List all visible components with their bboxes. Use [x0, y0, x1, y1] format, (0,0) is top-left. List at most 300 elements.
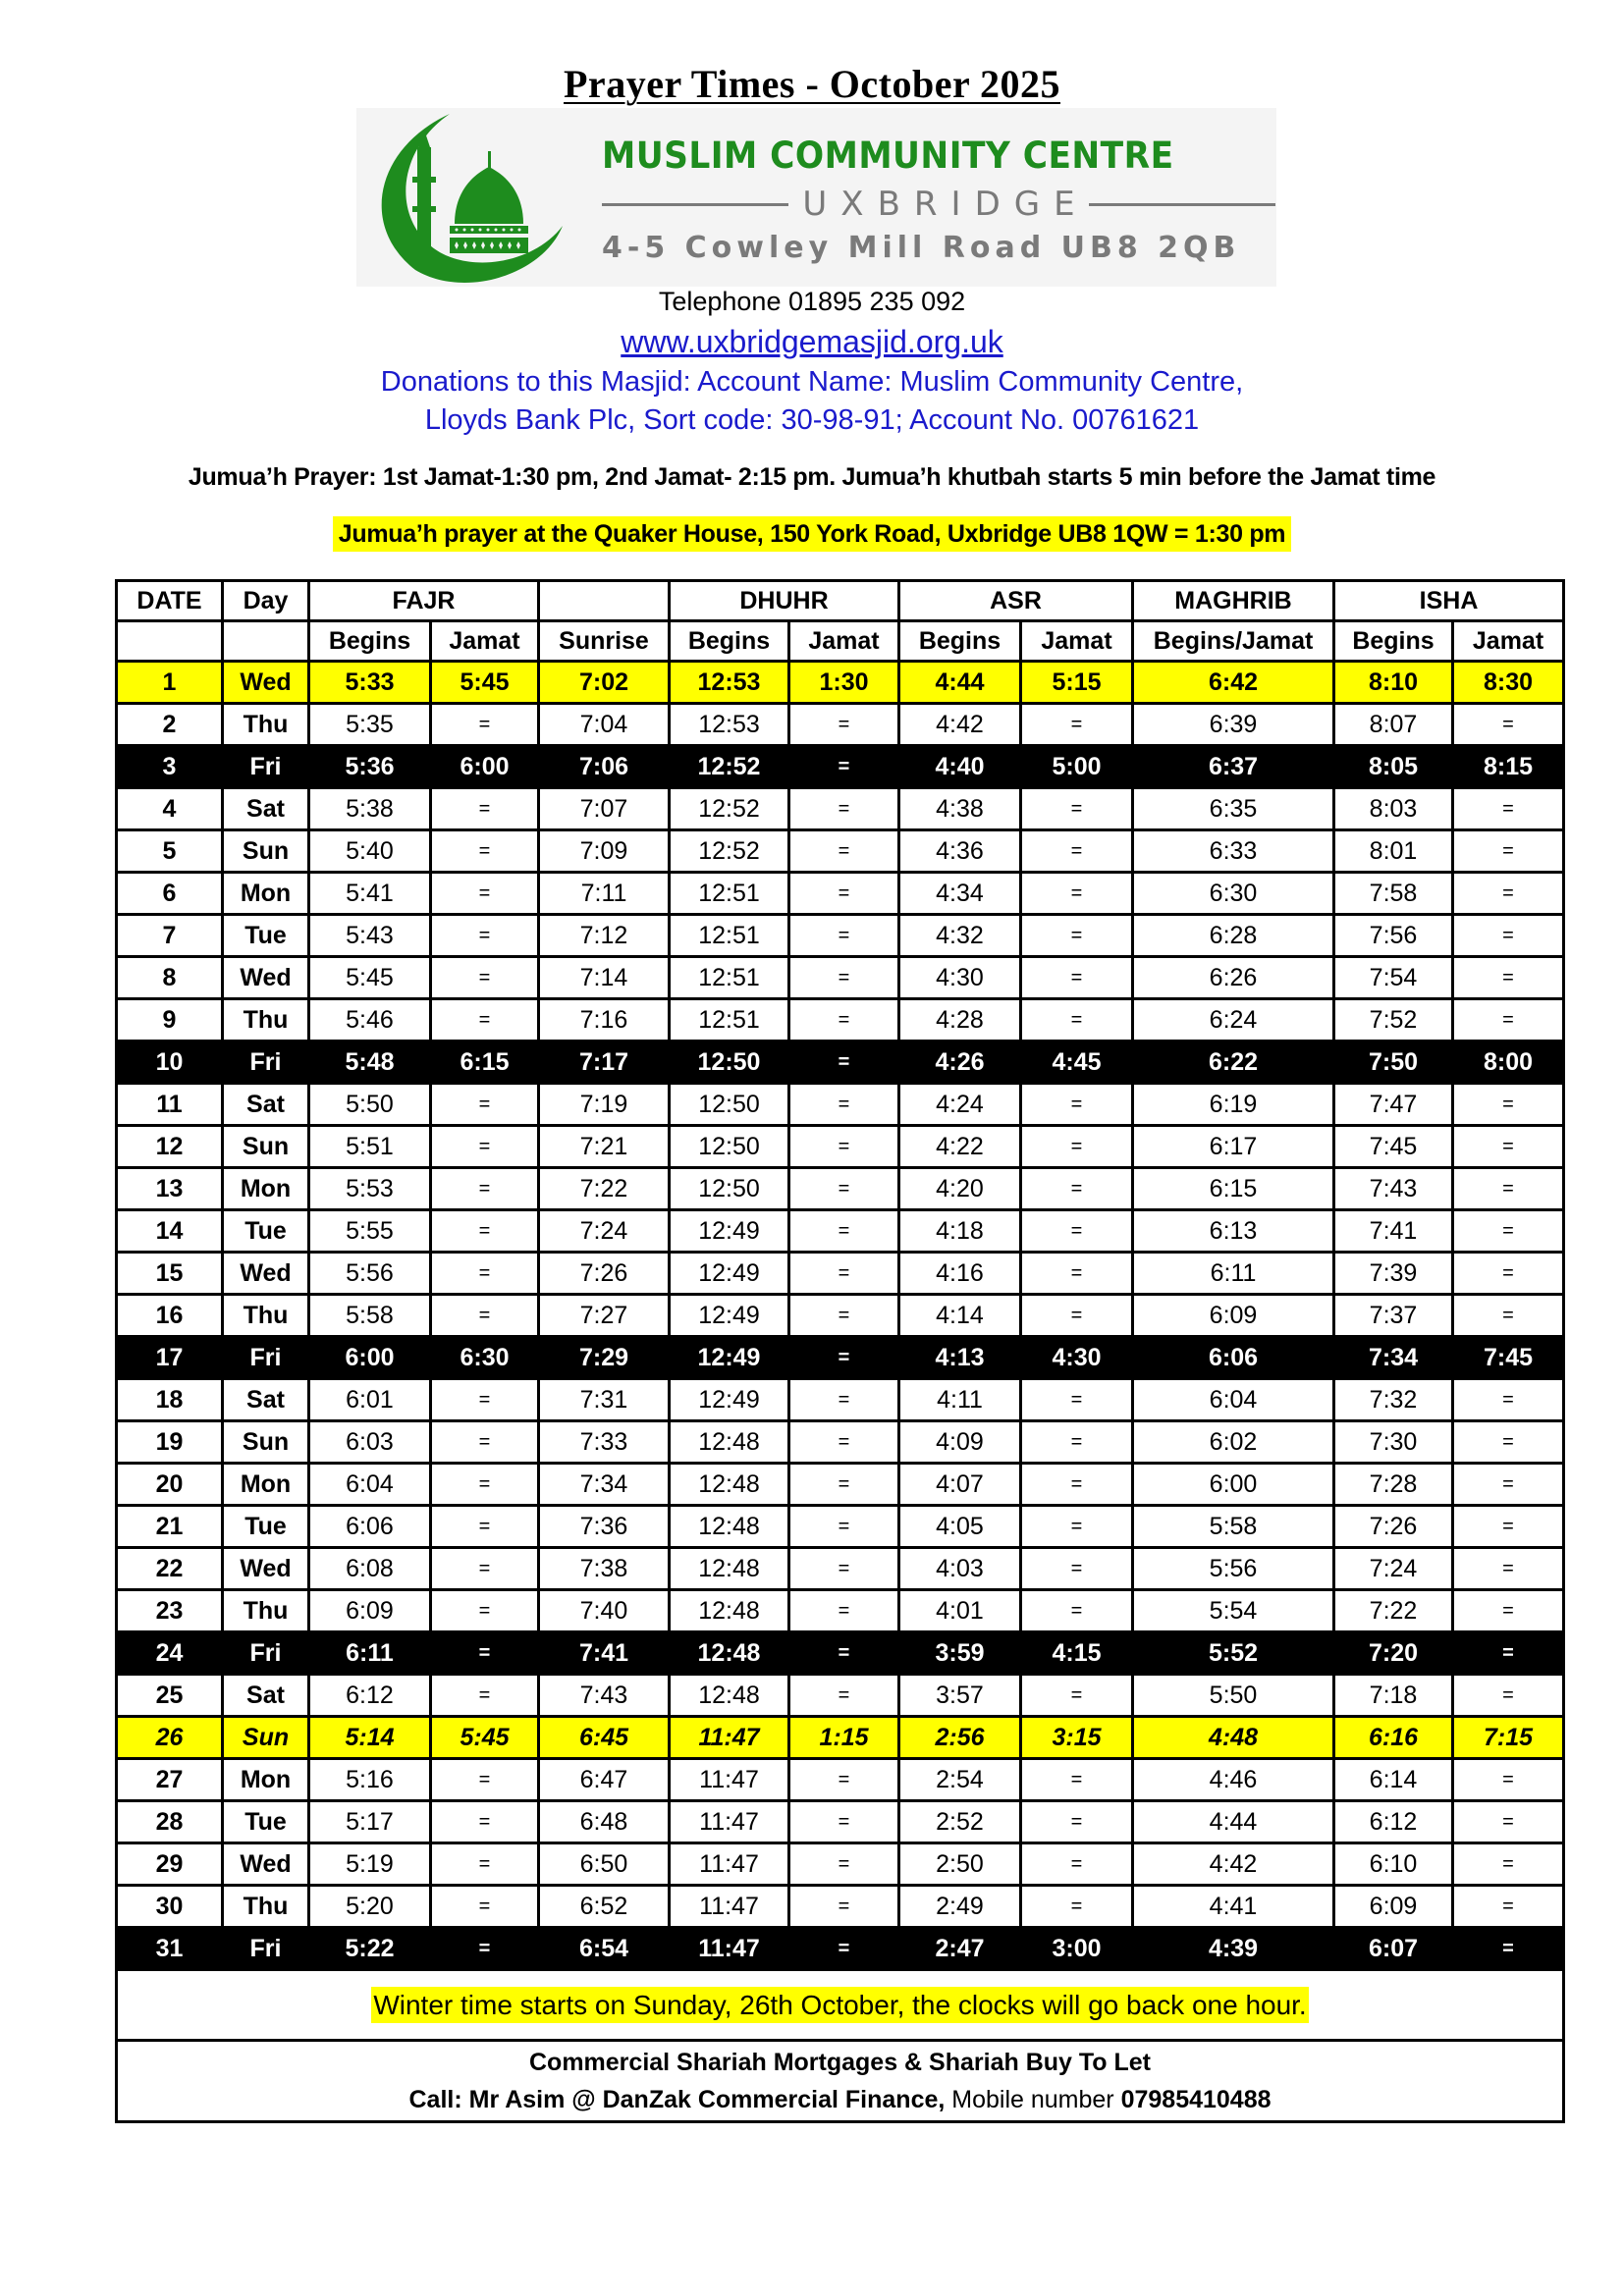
cell-asr-begins: 4:40 [899, 746, 1021, 788]
cell-sunrise: 7:31 [539, 1379, 670, 1421]
cell-day: Thu [223, 704, 309, 746]
table-row [117, 1928, 1564, 1970]
cell-day: Sun [223, 830, 309, 873]
cell-dhuhr-jamat: = [789, 1506, 899, 1548]
cell-fajr-jamat: = [431, 1464, 539, 1506]
cell-dhuhr-begins: 12:48 [670, 1675, 789, 1717]
table-row [117, 1168, 1564, 1210]
cell-dhuhr-begins: 12:49 [670, 1253, 789, 1295]
cell-fajr-begins: 5:19 [309, 1843, 431, 1886]
cell-fajr-begins: 5:48 [309, 1041, 431, 1084]
cell-sunrise: 7:11 [539, 873, 670, 915]
footer-advert-title: Commercial Shariah Mortgages & Shariah Buy To Let [529, 2049, 1152, 2076]
cell-day: Tue [223, 1210, 309, 1253]
cell-fajr-begins: 5:51 [309, 1126, 431, 1168]
header-isha: ISHA [1334, 581, 1564, 621]
cell-maghrib: 4:41 [1133, 1886, 1334, 1928]
cell-asr-begins: 4:03 [899, 1548, 1021, 1590]
cell-maghrib: 6:19 [1133, 1084, 1334, 1126]
cell-asr-begins: 2:50 [899, 1843, 1021, 1886]
cell-day: Mon [223, 1168, 309, 1210]
header-sunrise-blank [539, 581, 670, 621]
cell-day: Fri [223, 1337, 309, 1379]
cell-asr-begins: 4:30 [899, 957, 1021, 999]
table-row [117, 704, 1564, 746]
cell-dhuhr-jamat: = [789, 1041, 899, 1084]
cell-dhuhr-begins: 11:47 [670, 1717, 789, 1759]
cell-isha-jamat: = [1453, 1464, 1564, 1506]
cell-dhuhr-begins: 12:51 [670, 915, 789, 957]
winter-notice-row [117, 1970, 1564, 2041]
cell-maghrib: 5:54 [1133, 1590, 1334, 1632]
cell-day: Thu [223, 1295, 309, 1337]
cell-dhuhr-jamat: = [789, 1253, 899, 1295]
cell-dhuhr-jamat: = [789, 999, 899, 1041]
cell-isha-begins: 7:47 [1334, 1084, 1453, 1126]
cell-maghrib: 6:02 [1133, 1421, 1334, 1464]
cell-isha-jamat: = [1453, 1421, 1564, 1464]
cell-fajr-begins: 5:43 [309, 915, 431, 957]
cell-day: Sun [223, 1421, 309, 1464]
cell-sunrise: 7:12 [539, 915, 670, 957]
cell-dhuhr-jamat: = [789, 1337, 899, 1379]
cell-asr-jamat: 5:00 [1021, 746, 1133, 788]
cell-fajr-begins: 6:08 [309, 1548, 431, 1590]
cell-dhuhr-begins: 11:47 [670, 1801, 789, 1843]
cell-isha-jamat: = [1453, 1210, 1564, 1253]
cell-day: Thu [223, 999, 309, 1041]
cell-day: Mon [223, 873, 309, 915]
subheader-day [223, 621, 309, 662]
table-row [117, 1379, 1564, 1421]
cell-asr-begins: 4:26 [899, 1041, 1021, 1084]
cell-fajr-begins: 5:45 [309, 957, 431, 999]
cell-day: Sat [223, 1379, 309, 1421]
cell-asr-begins: 4:11 [899, 1379, 1021, 1421]
subheader-fajr-jamat: Jamat [431, 621, 539, 662]
cell-asr-begins: 2:56 [899, 1717, 1021, 1759]
table-row [117, 1464, 1564, 1506]
cell-sunrise: 6:54 [539, 1928, 670, 1970]
table-row [117, 1041, 1564, 1084]
cell-isha-jamat: = [1453, 1675, 1564, 1717]
header-maghrib: MAGHRIB [1133, 581, 1334, 621]
cell-isha-begins: 7:24 [1334, 1548, 1453, 1590]
cell-maghrib: 4:48 [1133, 1717, 1334, 1759]
cell-day: Fri [223, 1041, 309, 1084]
cell-asr-jamat: = [1021, 1210, 1133, 1253]
cell-fajr-begins: 6:01 [309, 1379, 431, 1421]
cell-date: 14 [117, 1210, 223, 1253]
cell-dhuhr-begins: 12:50 [670, 1041, 789, 1084]
cell-isha-jamat: = [1453, 1084, 1564, 1126]
website-link[interactable]: www.uxbridgemasjid.org.uk [621, 324, 1003, 359]
cell-isha-begins: 7:32 [1334, 1379, 1453, 1421]
cell-asr-jamat: = [1021, 1759, 1133, 1801]
cell-maghrib: 6:24 [1133, 999, 1334, 1041]
cell-fajr-begins: 5:20 [309, 1886, 431, 1928]
cell-dhuhr-begins: 12:50 [670, 1126, 789, 1168]
table-row [117, 1210, 1564, 1253]
cell-dhuhr-begins: 12:50 [670, 1168, 789, 1210]
table-row [117, 1421, 1564, 1464]
cell-maghrib: 4:39 [1133, 1928, 1334, 1970]
cell-dhuhr-jamat: = [789, 915, 899, 957]
cell-sunrise: 7:02 [539, 662, 670, 704]
table-row [117, 830, 1564, 873]
cell-day: Wed [223, 1253, 309, 1295]
cell-fajr-jamat: 6:00 [431, 746, 539, 788]
cell-maghrib: 6:33 [1133, 830, 1334, 873]
table-row [117, 1843, 1564, 1886]
table-row [117, 1801, 1564, 1843]
cell-date: 31 [117, 1928, 223, 1970]
cell-fajr-jamat: 6:30 [431, 1337, 539, 1379]
cell-asr-jamat: = [1021, 1421, 1133, 1464]
cell-isha-jamat: 7:45 [1453, 1337, 1564, 1379]
table-row [117, 788, 1564, 830]
logo-divider-left [602, 203, 788, 206]
cell-fajr-jamat: = [431, 788, 539, 830]
cell-date: 2 [117, 704, 223, 746]
cell-date: 6 [117, 873, 223, 915]
cell-isha-jamat: = [1453, 1801, 1564, 1843]
cell-fajr-jamat: 6:15 [431, 1041, 539, 1084]
jumuah-notice: Jumua’h Prayer: 1st Jamat-1:30 pm, 2nd Jamat- 2:15 pm. Jumua’h khutbah starts 5 min before the Jamat time [188, 463, 1436, 491]
cell-asr-jamat: = [1021, 1801, 1133, 1843]
cell-isha-jamat: = [1453, 999, 1564, 1041]
cell-dhuhr-begins: 12:51 [670, 873, 789, 915]
table-row [117, 1717, 1564, 1759]
cell-asr-jamat: 3:15 [1021, 1717, 1133, 1759]
cell-isha-jamat: = [1453, 1253, 1564, 1295]
cell-maghrib: 4:44 [1133, 1801, 1334, 1843]
cell-maghrib: 6:15 [1133, 1168, 1334, 1210]
cell-sunrise: 6:48 [539, 1801, 670, 1843]
cell-day: Tue [223, 915, 309, 957]
cell-maghrib: 6:37 [1133, 746, 1334, 788]
cell-dhuhr-begins: 12:48 [670, 1421, 789, 1464]
cell-isha-begins: 7:43 [1334, 1168, 1453, 1210]
logo-city: UXBRIDGE [802, 185, 1089, 224]
cell-fajr-begins: 6:03 [309, 1421, 431, 1464]
cell-dhuhr-begins: 11:47 [670, 1886, 789, 1928]
cell-fajr-jamat: = [431, 999, 539, 1041]
cell-isha-begins: 7:58 [1334, 873, 1453, 915]
cell-fajr-begins: 5:46 [309, 999, 431, 1041]
cell-sunrise: 6:50 [539, 1843, 670, 1886]
table-row [117, 999, 1564, 1041]
cell-isha-jamat: = [1453, 1632, 1564, 1675]
cell-sunrise: 7:17 [539, 1041, 670, 1084]
cell-sunrise: 7:27 [539, 1295, 670, 1337]
cell-sunrise: 7:38 [539, 1548, 670, 1590]
cell-asr-begins: 4:34 [899, 873, 1021, 915]
header-day: Day [223, 581, 309, 621]
cell-isha-begins: 7:52 [1334, 999, 1453, 1041]
cell-sunrise: 7:06 [539, 746, 670, 788]
cell-isha-jamat: = [1453, 704, 1564, 746]
cell-maghrib: 6:30 [1133, 873, 1334, 915]
cell-maghrib: 6:09 [1133, 1295, 1334, 1337]
cell-isha-begins: 6:14 [1334, 1759, 1453, 1801]
cell-sunrise: 7:26 [539, 1253, 670, 1295]
cell-date: 19 [117, 1421, 223, 1464]
cell-fajr-begins: 6:04 [309, 1464, 431, 1506]
cell-asr-begins: 4:14 [899, 1295, 1021, 1337]
cell-fajr-jamat: = [431, 1421, 539, 1464]
cell-sunrise: 7:22 [539, 1168, 670, 1210]
cell-fajr-jamat: = [431, 1843, 539, 1886]
cell-isha-jamat: = [1453, 957, 1564, 999]
cell-day: Fri [223, 746, 309, 788]
cell-isha-jamat: = [1453, 1759, 1564, 1801]
cell-dhuhr-jamat: = [789, 746, 899, 788]
cell-isha-begins: 7:41 [1334, 1210, 1453, 1253]
cell-day: Sat [223, 1675, 309, 1717]
cell-isha-begins: 7:34 [1334, 1337, 1453, 1379]
table-row [117, 1548, 1564, 1590]
cell-isha-begins: 7:26 [1334, 1506, 1453, 1548]
cell-fajr-jamat: = [431, 1253, 539, 1295]
cell-fajr-jamat: = [431, 1379, 539, 1421]
cell-asr-jamat: = [1021, 1379, 1133, 1421]
cell-maghrib: 6:28 [1133, 915, 1334, 957]
cell-dhuhr-begins: 12:49 [670, 1379, 789, 1421]
cell-maghrib: 6:22 [1133, 1041, 1334, 1084]
cell-fajr-begins: 6:09 [309, 1590, 431, 1632]
cell-dhuhr-jamat: = [789, 830, 899, 873]
cell-isha-begins: 8:01 [1334, 830, 1453, 873]
cell-maghrib: 6:17 [1133, 1126, 1334, 1168]
quaker-notice: Jumua’h prayer at the Quaker House, 150 York Road, Uxbridge UB8 1QW = 1:30 pm [333, 516, 1292, 552]
cell-dhuhr-jamat: = [789, 1928, 899, 1970]
table-row [117, 1084, 1564, 1126]
cell-asr-jamat: = [1021, 1590, 1133, 1632]
cell-maghrib: 5:56 [1133, 1548, 1334, 1590]
footer-mobile-label: Mobile number [945, 2086, 1121, 2113]
cell-sunrise: 7:19 [539, 1084, 670, 1126]
cell-maghrib: 6:35 [1133, 788, 1334, 830]
cell-fajr-begins: 5:36 [309, 746, 431, 788]
cell-sunrise: 7:41 [539, 1632, 670, 1675]
cell-asr-begins: 3:59 [899, 1632, 1021, 1675]
cell-fajr-begins: 5:50 [309, 1084, 431, 1126]
cell-dhuhr-jamat: = [789, 1295, 899, 1337]
cell-fajr-jamat: = [431, 873, 539, 915]
header-asr: ASR [899, 581, 1133, 621]
subheader-dhuhr-jamat: Jamat [789, 621, 899, 662]
cell-day: Fri [223, 1632, 309, 1675]
cell-fajr-jamat: 5:45 [431, 662, 539, 704]
cell-fajr-begins: 5:14 [309, 1717, 431, 1759]
cell-fajr-jamat: = [431, 704, 539, 746]
footer-row [117, 2041, 1564, 2122]
cell-isha-begins: 7:30 [1334, 1421, 1453, 1464]
cell-isha-begins: 6:07 [1334, 1928, 1453, 1970]
cell-fajr-begins: 5:55 [309, 1210, 431, 1253]
cell-isha-jamat: = [1453, 873, 1564, 915]
cell-fajr-begins: 6:00 [309, 1337, 431, 1379]
logo-organization-name: MUSLIM COMMUNITY CENTRE [602, 134, 1174, 177]
logo-address: 4-5 Cowley Mill Road UB8 2QB [602, 231, 1241, 265]
table-row [117, 1126, 1564, 1168]
cell-asr-begins: 4:13 [899, 1337, 1021, 1379]
cell-isha-jamat: = [1453, 1928, 1564, 1970]
logo-divider-right [1089, 203, 1275, 206]
cell-dhuhr-jamat: = [789, 1843, 899, 1886]
cell-sunrise: 7:21 [539, 1126, 670, 1168]
cell-sunrise: 7:04 [539, 704, 670, 746]
cell-date: 4 [117, 788, 223, 830]
table-body [117, 662, 1564, 1970]
cell-fajr-jamat: = [431, 1590, 539, 1632]
cell-isha-jamat: = [1453, 788, 1564, 830]
cell-dhuhr-begins: 12:52 [670, 788, 789, 830]
cell-isha-begins: 6:09 [1334, 1886, 1453, 1928]
cell-sunrise: 7:09 [539, 830, 670, 873]
cell-asr-begins: 4:07 [899, 1464, 1021, 1506]
footer-line-1 [118, 2044, 1562, 2081]
group-header-row [117, 581, 1564, 621]
cell-asr-jamat: 4:30 [1021, 1337, 1133, 1379]
cell-asr-jamat: = [1021, 957, 1133, 999]
cell-isha-jamat: = [1453, 1295, 1564, 1337]
cell-date: 12 [117, 1126, 223, 1168]
cell-sunrise: 7:29 [539, 1337, 670, 1379]
subheader-dhuhr-begins: Begins [670, 621, 789, 662]
cell-sunrise: 6:52 [539, 1886, 670, 1928]
cell-asr-begins: 4:42 [899, 704, 1021, 746]
cell-isha-begins: 6:10 [1334, 1843, 1453, 1886]
cell-date: 10 [117, 1041, 223, 1084]
cell-isha-begins: 8:07 [1334, 704, 1453, 746]
cell-asr-begins: 4:32 [899, 915, 1021, 957]
cell-asr-jamat: = [1021, 1506, 1133, 1548]
cell-dhuhr-begins: 12:52 [670, 746, 789, 788]
cell-asr-begins: 3:57 [899, 1675, 1021, 1717]
cell-fajr-jamat: = [431, 1759, 539, 1801]
cell-dhuhr-jamat: = [789, 957, 899, 999]
cell-dhuhr-jamat: = [789, 1759, 899, 1801]
cell-date: 20 [117, 1464, 223, 1506]
cell-isha-begins: 7:28 [1334, 1464, 1453, 1506]
cell-isha-jamat: = [1453, 830, 1564, 873]
cell-maghrib: 6:00 [1133, 1464, 1334, 1506]
table-row [117, 1295, 1564, 1337]
cell-dhuhr-begins: 11:47 [670, 1843, 789, 1886]
cell-dhuhr-jamat: = [789, 1548, 899, 1590]
cell-asr-jamat: 5:15 [1021, 662, 1133, 704]
cell-date: 17 [117, 1337, 223, 1379]
subheader-maghrib: Begins/Jamat [1133, 621, 1334, 662]
cell-dhuhr-begins: 12:51 [670, 999, 789, 1041]
cell-fajr-jamat: 5:45 [431, 1717, 539, 1759]
cell-date: 7 [117, 915, 223, 957]
cell-dhuhr-jamat: 1:15 [789, 1717, 899, 1759]
header-dhuhr: DHUHR [670, 581, 899, 621]
cell-day: Wed [223, 957, 309, 999]
table-row [117, 746, 1564, 788]
winter-notice-cell [117, 1970, 1564, 2041]
cell-day: Sun [223, 1126, 309, 1168]
cell-dhuhr-jamat: = [789, 1421, 899, 1464]
cell-isha-begins: 6:16 [1334, 1717, 1453, 1759]
cell-asr-begins: 4:36 [899, 830, 1021, 873]
cell-asr-jamat: = [1021, 1886, 1133, 1928]
cell-sunrise: 6:47 [539, 1759, 670, 1801]
cell-day: Wed [223, 662, 309, 704]
cell-asr-jamat: = [1021, 788, 1133, 830]
cell-asr-jamat: 3:00 [1021, 1928, 1133, 1970]
cell-dhuhr-begins: 11:47 [670, 1759, 789, 1801]
cell-day: Sat [223, 1084, 309, 1126]
table-row [117, 1590, 1564, 1632]
header-fajr: FAJR [309, 581, 539, 621]
cell-isha-begins: 7:45 [1334, 1126, 1453, 1168]
cell-dhuhr-begins: 12:48 [670, 1590, 789, 1632]
cell-date: 5 [117, 830, 223, 873]
cell-dhuhr-begins: 12:51 [670, 957, 789, 999]
cell-dhuhr-jamat: = [789, 873, 899, 915]
mosque-crescent-icon [356, 108, 592, 287]
cell-fajr-jamat: = [431, 1928, 539, 1970]
cell-day: Tue [223, 1801, 309, 1843]
cell-date: 28 [117, 1801, 223, 1843]
logo [356, 108, 1276, 287]
cell-isha-jamat: = [1453, 1126, 1564, 1168]
cell-asr-jamat: 4:15 [1021, 1632, 1133, 1675]
cell-asr-jamat: = [1021, 1675, 1133, 1717]
cell-maghrib: 6:04 [1133, 1379, 1334, 1421]
cell-dhuhr-begins: 12:50 [670, 1084, 789, 1126]
cell-day: Sun [223, 1717, 309, 1759]
cell-day: Mon [223, 1759, 309, 1801]
cell-fajr-jamat: = [431, 1084, 539, 1126]
cell-dhuhr-jamat: = [789, 1590, 899, 1632]
cell-asr-begins: 4:18 [899, 1210, 1021, 1253]
cell-day: Thu [223, 1886, 309, 1928]
table-row [117, 662, 1564, 704]
telephone: Telephone 01895 235 092 [658, 287, 966, 316]
cell-isha-jamat: = [1453, 915, 1564, 957]
cell-dhuhr-begins: 12:52 [670, 830, 789, 873]
table-row [117, 1886, 1564, 1928]
cell-asr-begins: 4:16 [899, 1253, 1021, 1295]
cell-maghrib: 6:13 [1133, 1210, 1334, 1253]
cell-isha-jamat: = [1453, 1590, 1564, 1632]
cell-sunrise: 7:16 [539, 999, 670, 1041]
subheader-asr-begins: Begins [899, 621, 1021, 662]
subheader-sunrise: Sunrise [539, 621, 670, 662]
cell-fajr-jamat: = [431, 1886, 539, 1928]
cell-asr-jamat: = [1021, 1253, 1133, 1295]
cell-maghrib: 4:46 [1133, 1759, 1334, 1801]
cell-fajr-begins: 5:56 [309, 1253, 431, 1295]
cell-fajr-begins: 5:16 [309, 1759, 431, 1801]
cell-isha-jamat: 8:15 [1453, 746, 1564, 788]
cell-dhuhr-jamat: = [789, 1126, 899, 1168]
subheader-isha-begins: Begins [1334, 621, 1453, 662]
cell-asr-jamat: = [1021, 830, 1133, 873]
cell-date: 30 [117, 1886, 223, 1928]
cell-day: Tue [223, 1506, 309, 1548]
cell-isha-jamat: 8:30 [1453, 662, 1564, 704]
cell-fajr-jamat: = [431, 1632, 539, 1675]
subheader-date [117, 621, 223, 662]
cell-date: 21 [117, 1506, 223, 1548]
logo-city-row [602, 185, 1275, 224]
